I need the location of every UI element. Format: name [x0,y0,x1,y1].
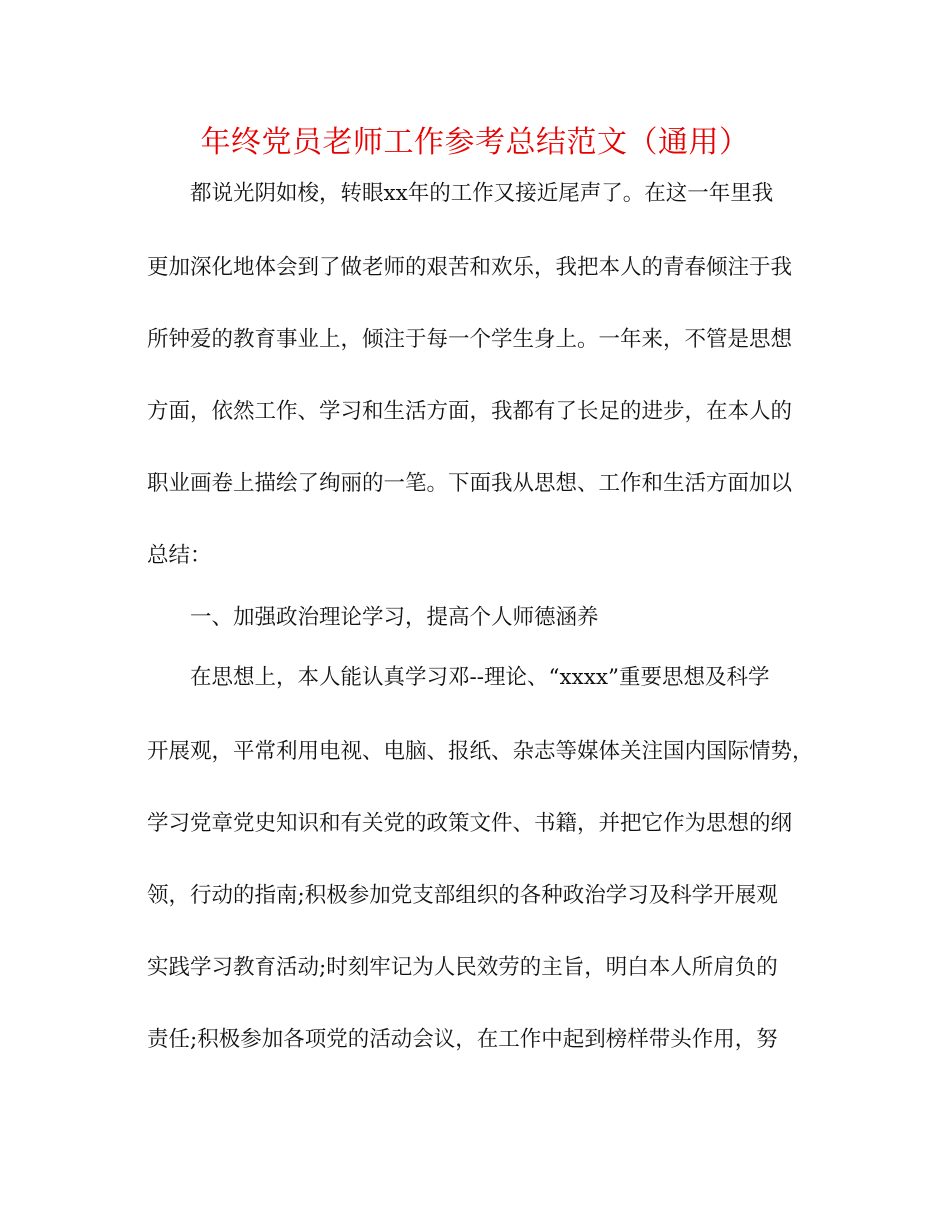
document-title: 年终党员老师工作参考总结范文（通用） [200,125,750,160]
paragraph-line: 更加深化地体会到了做老师的艰苦和欢乐，我把本人的青春倾注于我 [147,255,793,280]
paragraph-line: 开展观，平常利用电视、电脑、报纸、杂志等媒体关注国内国际情势， [147,739,814,764]
paragraph-line: 总结： [147,543,212,568]
paragraph-line: 所钟爱的教育事业上，倾注于每一个学生身上。一年来，不管是思想 [147,327,793,352]
paragraph-line: 实践学习教育活动;时刻牢记为人民效劳的主旨，明白本人所肩负的 [147,955,778,980]
paragraph-line: 职业画卷上描绘了绚丽的一笔。下面我从思想、工作和生活方面加以 [147,471,793,496]
paragraph-line: 在思想上，本人能认真学习邓--理论、“xxxx”重要思想及科学 [190,665,770,690]
section-heading: 一、加强政治理论学习，提高个人师德涵养 [190,605,599,630]
paragraph-line: 责任;积极参加各项党的活动会议，在工作中起到榜样带头作用，努 [147,1027,778,1052]
paragraph-line: 学习党章党史知识和有关党的政策文件、书籍，并把它作为思想的纲 [147,811,793,836]
paragraph-line: 方面，依然工作、学习和生活方面，我都有了长足的进步，在本人的 [147,399,793,424]
paragraph-line: 都说光阴如梭，转眼xx年的工作又接近尾声了。在这一年里我 [190,181,774,206]
paragraph-line: 领，行动的指南;积极参加党支部组织的各种政治学习及科学开展观 [147,883,778,908]
